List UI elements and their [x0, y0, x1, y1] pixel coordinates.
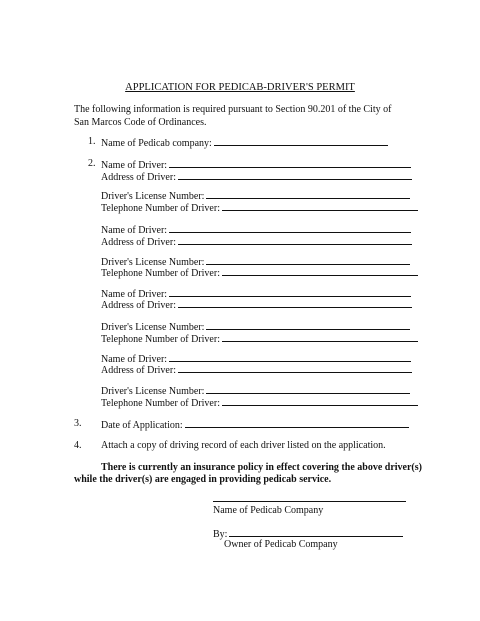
driver-address-label: Address of Driver:: [101, 365, 176, 376]
driver-phone-label: Telephone Number of Driver:: [101, 334, 220, 345]
owner-signature-field[interactable]: [229, 527, 403, 537]
company-signature-caption: Name of Pedicab Company: [213, 505, 324, 516]
driver-address-label: Address of Driver:: [101, 300, 176, 311]
insurance-statement-line-2: while the driver(s) are engaged in providing pedicab service.: [74, 474, 332, 485]
item-1-number: 1.: [88, 136, 96, 147]
driver-license-label: Driver's License Number:: [101, 257, 205, 268]
driver-name-label: Name of Driver:: [101, 160, 168, 171]
driver-1-license-field[interactable]: [206, 189, 410, 199]
application-date-label: Date of Application:: [101, 420, 183, 431]
driver-1-address-row: [101, 170, 412, 183]
driver-license-label: Driver's License Number:: [101, 322, 205, 333]
driver-3-address-field[interactable]: [178, 298, 412, 308]
insurance-statement-line-1: There is currently an insurance policy in effect covering the above driver(s): [101, 462, 422, 473]
document-title: APPLICATION FOR PEDICAB-DRIVER'S PERMIT: [125, 82, 355, 93]
pedicab-company-signature-line[interactable]: [213, 501, 406, 502]
driver-1-address-field[interactable]: [178, 170, 412, 180]
driver-license-label: Driver's License Number:: [101, 386, 205, 397]
intro-paragraph: The following information is required pursuant to Section 90.201 of the City of San Marcos Code of Ordinances.: [74, 104, 392, 128]
pedicab-company-row: [101, 136, 388, 149]
driver-4-license-field[interactable]: [206, 384, 410, 394]
driver-3-name-field[interactable]: [169, 287, 411, 297]
driver-4-address-field[interactable]: [178, 363, 412, 373]
driver-phone-label: Telephone Number of Driver:: [101, 268, 220, 279]
driver-2-address-field[interactable]: [178, 235, 412, 245]
driver-name-label: Name of Driver:: [101, 354, 168, 365]
owner-caption-row: [224, 539, 338, 550]
driver-license-label: Driver's License Number:: [101, 191, 205, 202]
driver-4-name-field[interactable]: [169, 352, 411, 362]
driver-1-phone-field[interactable]: [222, 201, 418, 211]
driver-name-label: Name of Driver:: [101, 289, 168, 300]
by-label: By:: [213, 529, 228, 540]
item-4-number: 4.: [74, 440, 82, 451]
driver-3-address-row: [101, 298, 412, 311]
driver-4-phone-row: [101, 396, 418, 409]
driving-record-row: [101, 440, 386, 451]
driving-record-instruction: Attach a copy of driving record of each driver listed on the application.: [101, 440, 386, 451]
driver-2-phone-field[interactable]: [222, 266, 418, 276]
driver-phone-label: Telephone Number of Driver:: [101, 203, 220, 214]
driver-name-label: Name of Driver:: [101, 225, 168, 236]
owner-signature-caption: Owner of Pedicab Company: [224, 539, 338, 550]
pedicab-company-label: Name of Pedicab company:: [101, 138, 212, 149]
driver-2-address-row: [101, 235, 412, 248]
driver-address-label: Address of Driver:: [101, 237, 176, 248]
driver-3-license-field[interactable]: [206, 320, 410, 330]
driver-2-license-field[interactable]: [206, 255, 410, 265]
application-date-row: [101, 418, 409, 431]
driver-address-label: Address of Driver:: [101, 172, 176, 183]
driver-2-name-field[interactable]: [169, 223, 411, 233]
driver-3-phone-row: [101, 332, 418, 345]
pedicab-company-field[interactable]: [214, 136, 388, 146]
item-3-number: 3.: [74, 418, 82, 429]
driver-1-phone-row: [101, 201, 418, 214]
company-signature-caption-row: [213, 505, 323, 516]
application-date-field[interactable]: [185, 418, 409, 428]
driver-4-address-row: [101, 363, 412, 376]
driver-4-phone-field[interactable]: [222, 396, 418, 406]
driver-2-phone-row: [101, 266, 418, 279]
driver-3-phone-field[interactable]: [222, 332, 418, 342]
driver-phone-label: Telephone Number of Driver:: [101, 398, 220, 409]
item-2-number: 2.: [88, 158, 96, 169]
driver-1-name-field[interactable]: [169, 158, 411, 168]
